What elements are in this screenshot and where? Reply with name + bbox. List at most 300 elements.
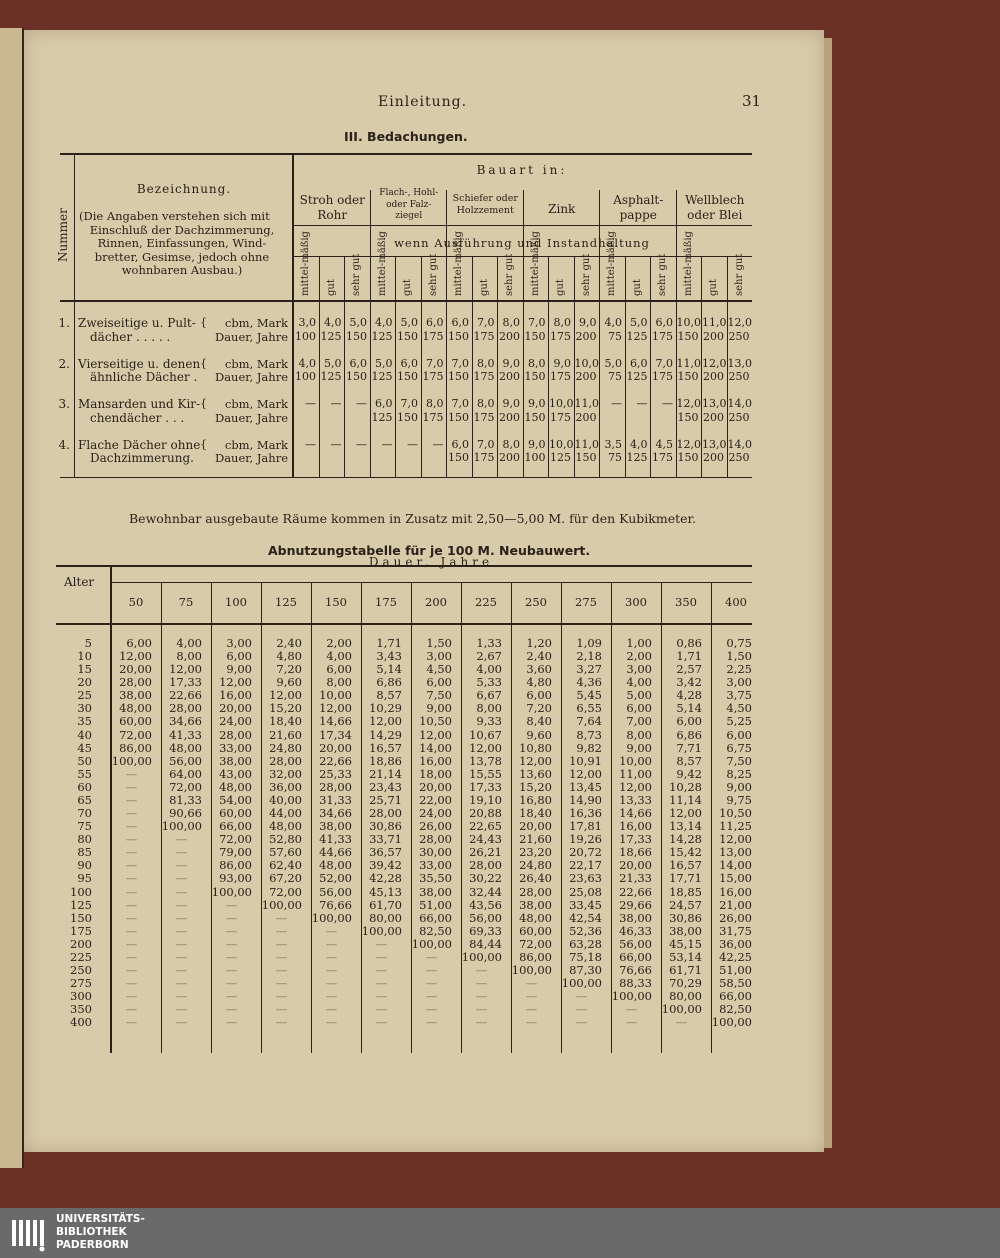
alter-value: 150 [70,910,92,925]
abnutzung-cell: 10,29 [369,701,402,716]
abnutzung-cell: 7,20 [526,701,552,716]
abnutzung-cell: 20,00 [219,701,252,716]
abnutzung-cell: 13,14 [669,819,702,834]
abnutzung-cell: 84,44 [469,936,502,951]
bauart-group-label: Flach-, Hohl- [379,188,439,198]
price-cell: 7,0 [477,437,495,451]
duration-cell: 200 [575,329,597,343]
abnutzung-cell: 7,00 [626,714,652,729]
abnutzung-cell: 12,00 [319,701,352,716]
abnutzung-cell: 9,60 [276,675,302,690]
abnutzung-cell: 0,75 [726,636,752,650]
alter-value: 300 [70,989,92,1004]
price-cell: 4,0 [375,316,393,329]
abnutzung-cell: — [625,1002,638,1017]
abnutzung-cell: — [275,949,288,964]
abnutzung-cell: 17,33 [469,779,502,794]
abnutzung-cell: — [525,1002,538,1017]
alter-value: 75 [77,819,92,834]
abnutzung-cell: 60,00 [119,714,152,729]
abnutzung-cell: 63,28 [569,936,602,951]
row-unit: Dauer, Jahre [214,410,288,425]
quality-label: sehr gut [351,253,362,296]
abnutzung-cell: 2,57 [676,662,702,677]
price-cell: 8,0 [426,397,444,410]
abnutzung-cell: 2,67 [476,649,502,664]
abnutzung-cell: 12,00 [269,688,302,703]
abnutzung-cell: 16,80 [519,792,552,807]
abnutzung-cell: 42,25 [719,949,752,964]
abnutzung-cell: 33,45 [569,897,602,912]
section-title: III. Bedachungen. [344,129,468,144]
abnutzung-cell: 35,50 [419,871,452,886]
bezeichnung-note-line: (Die Angaben verstehen sich mit [79,209,270,223]
alter-value: 250 [70,963,92,977]
abnutzung-cell: 34,66 [169,714,202,729]
bezeichnung-title: Bezeichnung. [136,182,232,196]
abnutzung-cell: 1,09 [576,636,602,650]
abnutzung-cell: 3,43 [376,649,402,664]
row-name: Dachzimmerung. [90,451,194,465]
abnutzung-cell: 3,00 [726,675,752,690]
abnutzung-cell: 48,00 [319,858,352,873]
abnutzung-cell: — [125,976,138,991]
abnutzung-cell: 10,00 [619,753,652,768]
abnutzung-cell: 2,40 [526,649,552,664]
abnutzung-cell: 24,00 [419,806,452,821]
row-name: Flache Dächer ohne [78,437,201,452]
price-cell: — [356,397,367,410]
abnutzung-cell: 24,80 [519,858,552,873]
duration-cell: 200 [499,451,520,464]
abnutzung-cell: 45,15 [669,936,702,951]
abnutzung-cell: — [325,963,338,977]
dauer-col-header: 50 [128,595,144,609]
duration-cell: 100 [295,370,316,383]
row-number: 4. [58,437,70,452]
left-page-edge [0,28,24,1168]
abnutzung-cell: 79,00 [219,845,252,860]
bauart-group-label: Asphalt- [613,193,664,207]
ausfuehrung-label: wenn Ausführung und Instandhaltung [394,236,650,250]
abnutzung-cell: 88,33 [619,976,652,991]
quality-label: sehr gut [657,253,668,296]
abnutzung-cell: 5,14 [676,701,702,716]
abnutzung-cell: 2,25 [726,662,752,677]
abnutzung-cell: — [325,1015,338,1030]
abnutzung-cell: 54,00 [219,792,252,807]
abnutzung-cell: 72,00 [119,727,152,742]
bauart-group-label: oder Falz- [386,199,432,210]
duration-cell: 150 [448,329,469,343]
price-cell: 10,0 [574,356,599,370]
duration-cell: 75 [608,370,622,383]
duration-cell: 200 [499,370,520,383]
abnutzung-cell: 3,42 [676,675,702,690]
abnutzung-cell: 18,66 [619,845,652,860]
quality-label: mittel-mäßig [376,231,388,296]
row-number: 1. [58,316,70,330]
abnutzung-cell: 12,00 [469,740,502,755]
abnutzung-cell: 8,00 [176,649,202,664]
abnutzung-cell: — [625,1015,638,1030]
abnutzung-cell: — [175,845,188,860]
library-name-line3: PADERBORN [56,1239,129,1251]
abnutzung-cell: 14,66 [319,714,352,729]
abnutzung-cell: 23,20 [519,845,552,860]
dauer-col-header: 75 [178,595,194,609]
row-name: Mansarden und Kir- [78,397,201,411]
abnutzung-cell: — [375,976,388,991]
abnutzung-cell: — [125,858,138,873]
duration-cell: 175 [422,370,444,383]
quality-label: mittel-mäßig [682,231,694,296]
duration-cell: 150 [397,370,418,383]
abnutzung-cell: 81,33 [169,792,202,807]
abnutzung-cell: 31,33 [319,792,352,807]
abnutzung-cell: — [375,936,388,951]
abnutzung-cell: 7,64 [576,714,602,729]
abnutzung-cell: — [225,989,238,1004]
abnutzung-cell: — [275,923,288,938]
abnutzung-cell: 10,00 [319,688,352,703]
price-cell: 4,0 [324,316,342,329]
abnutzung-cell: — [225,923,238,938]
abnutzung-cell: 93,00 [219,871,252,886]
duration-cell: 175 [550,329,571,343]
price-cell: — [636,397,648,410]
price-cell: — [330,397,342,410]
abnutzung-cell: 22,66 [319,753,352,768]
abnutzung-cell: 25,33 [319,766,352,781]
abnutzung-cell: 6,00 [326,662,352,677]
duration-cell: 150 [448,451,469,464]
abnutzung-cell: 30,86 [369,819,402,834]
bauart-group-label: Holzzement [456,205,514,216]
row-name: chendächer . . . [90,410,185,425]
abnutzung-cell: 33,00 [219,740,252,755]
price-cell: 9,0 [502,356,520,370]
abnutzung-cell: — [575,1002,588,1017]
alter-value: 175 [70,923,92,938]
duration-cell: 175 [550,410,571,424]
abnutzung-cell: 21,33 [619,871,652,886]
abnutzung-cell: — [175,858,188,873]
abnutzung-cell: 21,60 [519,832,552,847]
abnutzung-cell: 100,00 [311,910,352,925]
abnutzung-cell: 2,00 [626,649,652,664]
abnutzung-cell: — [175,910,188,925]
abnutzung-cell: 21,60 [269,727,302,742]
price-cell: 7,0 [528,316,546,329]
abnutzung-cell: — [125,936,138,951]
abnutzung-cell: 4,50 [726,701,752,716]
abnutzung-cell: 64,00 [169,766,202,781]
abnutzung-cell: 100,00 [111,753,152,768]
row-unit: cbm, Mark [224,356,288,371]
abnutzung-cell: — [275,963,288,977]
abnutzung-cell: 100,00 [461,949,502,964]
abnutzung-cell: — [525,1015,538,1030]
abnutzung-cell: 6,00 [426,675,452,690]
abnutzung-cell: 24,43 [469,832,502,847]
row-unit: cbm, Mark [224,397,288,411]
abnutzung-cell: 9,42 [676,766,702,781]
row-name: ähnliche Dächer . [90,370,198,384]
quality-label: sehr gut [504,253,515,296]
abnutzung-cell: — [475,1002,488,1017]
abnutzung-cell: 100,00 [261,897,302,912]
price-cell: 6,0 [426,316,444,329]
abnutzung-cell: 1,33 [476,636,502,650]
price-cell: 11,0 [676,356,701,370]
abnutzung-cell: 5,00 [626,688,652,703]
row-unit: Dauer, Jahre [214,370,288,384]
abnutzung-cell: 28,00 [519,884,552,899]
abnutzung-cell: 22,66 [619,884,652,899]
abnutzung-cell: 6,00 [726,727,752,742]
abnutzung-cell: — [575,989,588,1004]
abnutzung-cell: 51,00 [419,897,452,912]
abnutzung-cell: — [275,976,288,991]
duration-cell: 175 [652,370,673,383]
price-cell: 3,5 [604,437,622,451]
abnutzung-cell: — [175,989,188,1004]
abnutzung-cell: — [175,976,188,991]
abnutzung-cell: — [175,897,188,912]
abnutzung-cell: 44,00 [269,806,302,821]
price-cell: 4,0 [630,437,648,451]
price-cell: 8,0 [528,356,546,370]
abnutzung-cell: 16,57 [369,740,402,755]
abnutzung-cell: 19,26 [569,832,602,847]
abnutzung-cell: 100,00 [711,1015,752,1030]
price-cell: 6,0 [375,397,393,410]
abnutzung-cell: 100,00 [611,989,652,1004]
abnutzung-cell: 18,86 [369,753,402,768]
abnutzung-cell: 12,00 [619,779,652,794]
duration-cell: 125 [371,410,393,424]
duration-cell: 200 [703,329,724,343]
abnutzung-cell: 17,33 [619,832,652,847]
abnutzung-cell: 11,25 [719,819,752,834]
abnutzung-cell: — [475,989,488,1004]
abnutzung-cell: 15,42 [669,845,702,860]
abnutzung-cell: 17,81 [569,819,602,834]
abnutzung-cell: 12,00 [219,675,252,690]
price-cell: — [662,397,673,410]
abnutzung-cell: 60,00 [519,923,552,938]
abnutzung-cell: 26,00 [719,910,752,925]
duration-cell: 200 [575,410,597,424]
price-cell: 10,0 [676,316,701,329]
duration-cell: 250 [728,329,750,343]
price-cell: — [432,437,444,451]
abnutzung-cell: 12,00 [669,806,702,821]
dauer-col-header: 200 [425,595,447,609]
abnutzung-cell: 12,00 [719,832,752,847]
abnutzung-cell: 3,60 [526,662,552,677]
abnutzung-cell: — [425,989,438,1004]
price-cell: — [330,437,342,451]
price-cell: 7,0 [477,316,495,329]
abnutzung-cell: 16,00 [719,884,752,899]
price-cell: 5,0 [349,316,367,329]
abnutzung-cell: 1,00 [626,636,652,650]
abnutzung-cell: — [125,897,138,912]
abnutzung-cell: — [475,963,488,977]
alter-value: 60 [77,779,92,794]
price-cell: 14,0 [727,437,752,451]
abnutzung-cell: 30,00 [419,845,452,860]
abnutzung-cell: 1,50 [426,636,452,650]
abnutzung-cell: — [125,989,138,1004]
bauart-group-label: Schiefer oder [452,193,518,204]
abnutzung-cell: 15,20 [269,701,302,716]
abnutzung-cell: 32,00 [269,766,302,781]
alter-value: 45 [77,740,92,755]
abnutzung-cell: 17,71 [669,871,702,886]
duration-cell: 125 [371,370,393,383]
abnutzung-cell: 6,00 [126,636,152,650]
abnutzung-cell: — [225,910,238,925]
abnutzung-cell: 57,60 [269,845,302,860]
abnutzung-cell: 66,00 [619,949,652,964]
quality-label: sehr gut [580,253,592,296]
price-cell: 6,0 [400,356,418,370]
abnutzung-cell: 14,66 [619,806,652,821]
abnutzung-cell: — [125,1015,138,1030]
abnutzung-cell: 72,00 [219,832,252,847]
price-cell: 4,0 [298,356,316,370]
abnutzung-cell: 13,60 [519,766,552,781]
abnutzung-cell: 20,00 [519,819,552,834]
alter-value: 20 [77,675,92,690]
quality-label: mittel-mäßig [529,231,541,296]
abnutzung-cell: 26,21 [469,845,502,860]
book-page [24,30,824,1152]
abnutzung-cell: 12,00 [569,766,602,781]
alter-value: 95 [77,871,92,886]
duration-cell: 150 [448,370,469,383]
abnutzung-cell: 14,29 [369,727,402,742]
abnutzung-cell: 72,00 [269,884,302,899]
alter-label: Alter [64,575,95,589]
price-cell: — [305,437,316,451]
quality-label: gut [708,279,719,296]
abnutzung-cell: 56,00 [619,936,652,951]
duration-cell: 125 [626,451,648,464]
abnutzung-cell: — [225,976,238,991]
dauer-col-header: 400 [725,595,747,609]
abnutzung-cell: — [275,989,288,1004]
abnutzung-cell: 6,00 [626,701,652,716]
abnutzung-cell: — [125,884,138,899]
duration-cell: 200 [499,329,520,343]
abnutzung-cell: 9,00 [726,779,752,794]
abnutzung-cell: 36,57 [369,845,402,860]
table1-footnote: Bewohnbar ausgebaute Räume kommen in Zusatz mit 2,50—5,00 M. für den Kubikmeter. [129,511,697,526]
abnutzung-cell: 1,71 [376,636,402,650]
abnutzung-cell: — [325,949,338,964]
abnutzung-cell: 6,86 [376,675,402,690]
abnutzung-cell: 18,85 [669,884,702,899]
abnutzung-cell: 31,75 [719,923,752,938]
abnutzung-cell: 23,43 [369,779,402,794]
abnutzung-cell: 1,71 [676,649,702,664]
abnutzung-cell: 22,00 [419,792,452,807]
alter-value: 10 [77,649,92,664]
abnutzung-cell: 75,18 [569,949,602,964]
abnutzung-cell: 25,71 [369,792,402,807]
abnutzung-cell: 7,50 [426,688,452,703]
quality-label: gut [478,279,490,296]
dauer-col-header: 150 [325,595,347,609]
alter-value: 100 [70,884,92,899]
abnutzung-cell: 9,00 [226,662,252,677]
abnutzung-cell: 66,00 [719,989,752,1004]
price-cell: 9,0 [579,316,597,329]
duration-cell: 125 [320,329,342,343]
alter-value: 70 [77,806,92,821]
row-number: 2. [58,356,70,371]
alter-value: 275 [70,976,92,991]
dauer-col-header: 100 [225,595,247,609]
duration-cell: 150 [524,370,546,383]
price-cell: 13,0 [702,437,727,451]
row-brace: { [200,437,207,451]
abnutzung-cell: 5,25 [726,714,752,729]
quality-label: gut [555,279,566,296]
abnutzung-cell: 8,00 [476,701,502,716]
quality-label: mittel-mäßig [300,231,311,296]
abnutzung-cell: — [575,1015,588,1030]
price-cell: 7,0 [451,356,469,370]
abnutzung-cell: 7,20 [276,662,302,677]
abnutzung-cell: 22,66 [169,688,202,703]
quality-label: mittel-mäßig [453,231,464,296]
abnutzung-cell: 15,20 [519,779,552,794]
abnutzung-cell: 9,75 [726,792,752,807]
abnutzung-cell: 58,50 [719,976,752,991]
abnutzung-cell: 76,66 [619,963,652,977]
abnutzung-cell: 38,00 [319,819,352,834]
abnutzung-cell: — [125,845,138,860]
abnutzung-cell: 28,00 [169,701,202,716]
abnutzung-cell: — [125,871,138,886]
abnutzung-cell: 18,40 [269,714,302,729]
abnutzung-cell: 6,00 [226,649,252,664]
abnutzung-cell: 16,00 [619,819,652,834]
price-cell: — [407,437,418,451]
abnutzung-cell: 38,00 [419,884,452,899]
price-cell: 9,0 [502,397,520,410]
duration-cell: 250 [728,451,750,464]
abnutzung-cell: 56,00 [469,910,502,925]
abnutzung-cell: 6,67 [476,688,502,703]
duration-cell: 150 [346,329,367,343]
abnutzung-cell: — [525,989,538,1004]
price-cell: 10,0 [549,437,574,451]
row-unit: cbm, Mark [224,437,288,452]
price-cell: 8,0 [477,397,495,410]
price-cell: 7,0 [655,356,673,370]
abnutzung-cell: — [225,1002,238,1017]
abnutzung-cell: 80,00 [369,910,402,925]
alter-value: 15 [77,662,92,677]
abnutzung-cell: 24,57 [669,897,702,912]
duration-cell: 150 [677,410,699,424]
